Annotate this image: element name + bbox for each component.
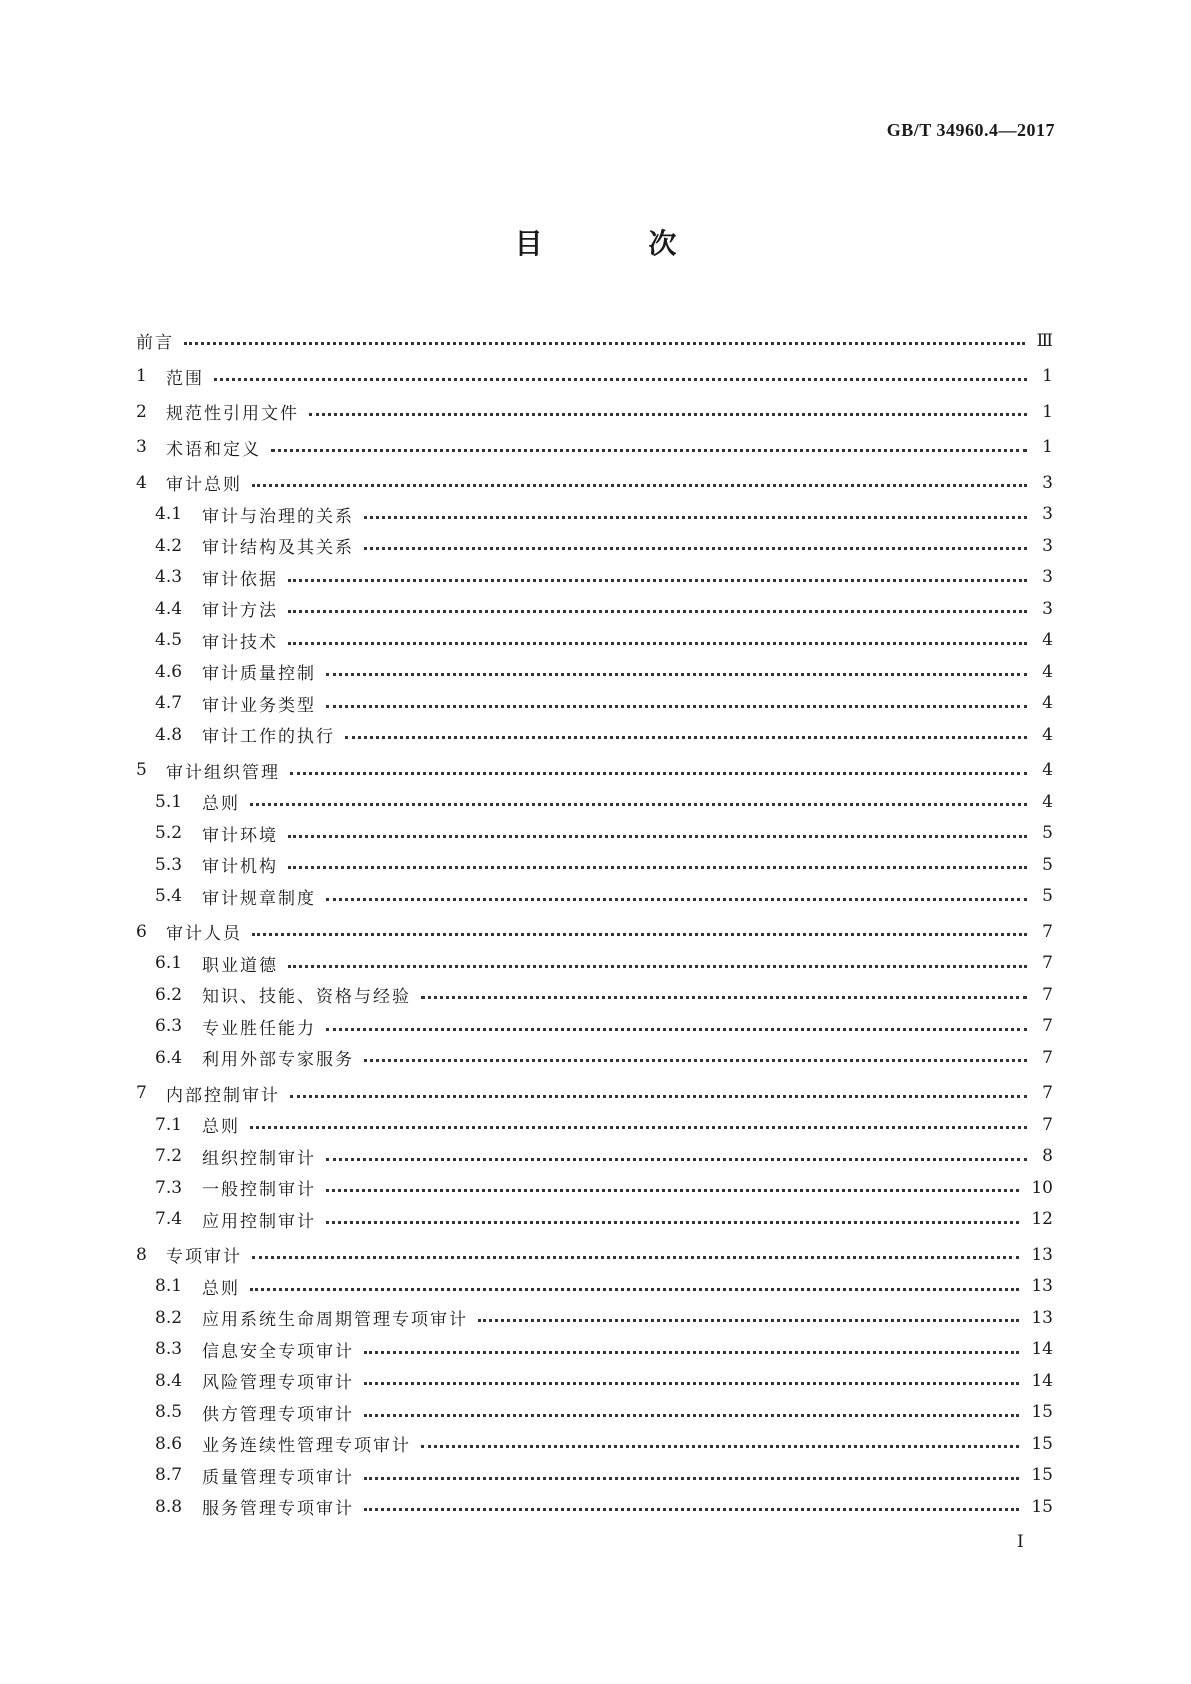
toc-entry-label: 审计依据 bbox=[202, 569, 278, 590]
dot-leader bbox=[364, 1351, 1019, 1354]
toc-entry[interactable] bbox=[136, 1042, 1053, 1074]
dot-leader bbox=[364, 516, 1027, 519]
toc-entry-page: 3 bbox=[1042, 472, 1053, 493]
toc-entry[interactable] bbox=[136, 1397, 1053, 1429]
table-of-contents bbox=[136, 325, 1053, 1523]
toc-entry-label: 专项审计 bbox=[166, 1247, 242, 1268]
toc-entry[interactable] bbox=[136, 849, 1053, 881]
dot-leader bbox=[345, 736, 1027, 739]
dot-leader bbox=[364, 1414, 1019, 1417]
toc-entry-label: 业务连续性管理专项审计 bbox=[202, 1436, 411, 1457]
toc-entry-number: 4.7 bbox=[155, 693, 183, 714]
toc-entry-page: 4 bbox=[1042, 791, 1053, 812]
toc-entry-page: 1 bbox=[1042, 437, 1053, 458]
toc-entry-page: 7 bbox=[1042, 953, 1053, 974]
toc-entry[interactable] bbox=[136, 1271, 1053, 1303]
dot-leader bbox=[250, 1288, 1019, 1291]
dot-leader bbox=[326, 673, 1027, 676]
toc-entry-label: 供方管理专项审计 bbox=[202, 1404, 354, 1425]
toc-entry-label: 组织控制审计 bbox=[202, 1148, 316, 1169]
toc-entry-number: 4.4 bbox=[155, 598, 183, 619]
toc-entry-number: 6.3 bbox=[155, 1016, 183, 1037]
toc-entry-number: 7.4 bbox=[155, 1209, 183, 1230]
toc-entry-label: 利用外部专家服务 bbox=[202, 1050, 354, 1071]
toc-entry[interactable] bbox=[136, 1302, 1053, 1334]
toc-entry-page: 4 bbox=[1042, 693, 1053, 714]
toc-entry-number: 8.8 bbox=[155, 1496, 183, 1517]
toc-entry-number: 8.5 bbox=[155, 1402, 183, 1423]
toc-entry-label: 风险管理专项审计 bbox=[202, 1373, 354, 1394]
toc-entry-number: 4.6 bbox=[155, 661, 183, 682]
toc-entry-label: 审计工作的执行 bbox=[202, 727, 335, 748]
toc-entry-page: 7 bbox=[1042, 1016, 1053, 1037]
toc-entry-label: 应用系统生命周期管理专项审计 bbox=[202, 1310, 468, 1331]
toc-entry[interactable] bbox=[136, 432, 1053, 464]
toc-entry-page: 13 bbox=[1031, 1244, 1053, 1265]
toc-entry-page: 4 bbox=[1042, 661, 1053, 682]
toc-entry-label: 审计结构及其关系 bbox=[202, 538, 354, 559]
toc-entry-page: 15 bbox=[1031, 1496, 1053, 1517]
toc-entry-label: 一般控制审计 bbox=[202, 1180, 316, 1201]
toc-entry-label: 审计质量控制 bbox=[202, 664, 316, 685]
toc-entry-number: 7.1 bbox=[155, 1114, 183, 1135]
toc-entry[interactable] bbox=[136, 1428, 1053, 1460]
toc-entry-label: 职业道德 bbox=[202, 955, 278, 976]
toc-entry-number: 1 bbox=[136, 366, 147, 387]
toc-entry[interactable] bbox=[136, 688, 1053, 720]
toc-entry-label: 范围 bbox=[166, 368, 204, 389]
toc-entry-number: 5.4 bbox=[155, 886, 183, 907]
dot-leader bbox=[288, 642, 1027, 645]
toc-entry-number: 7 bbox=[136, 1083, 147, 1104]
dot-leader bbox=[184, 342, 1025, 345]
toc-entry-page: 15 bbox=[1031, 1465, 1053, 1486]
toc-entry-label: 审计规章制度 bbox=[202, 888, 316, 909]
toc-entry-number: 5.2 bbox=[155, 823, 183, 844]
dot-leader bbox=[290, 772, 1027, 775]
toc-entry-page: 7 bbox=[1042, 1047, 1053, 1068]
dot-leader bbox=[364, 1059, 1027, 1062]
toc-entry-page: 15 bbox=[1031, 1402, 1053, 1423]
toc-entry[interactable] bbox=[136, 719, 1053, 751]
dot-leader bbox=[421, 1445, 1019, 1448]
toc-entry-number: 5.3 bbox=[155, 854, 183, 875]
toc-entry[interactable] bbox=[136, 1239, 1053, 1271]
dot-leader bbox=[252, 1256, 1019, 1259]
toc-entry-label: 信息安全专项审计 bbox=[202, 1341, 354, 1362]
dot-leader bbox=[364, 1508, 1019, 1511]
toc-entry-label: 审计与治理的关系 bbox=[202, 506, 354, 527]
dot-leader bbox=[288, 965, 1027, 968]
toc-entry-label: 审计总则 bbox=[166, 475, 242, 496]
dot-leader bbox=[250, 803, 1027, 806]
toc-entry-page: 5 bbox=[1042, 823, 1053, 844]
toc-entry[interactable] bbox=[136, 1109, 1053, 1141]
toc-entry-number: 8.7 bbox=[155, 1465, 183, 1486]
toc-entry-page: 5 bbox=[1042, 886, 1053, 907]
toc-entry[interactable] bbox=[136, 593, 1053, 625]
toc-entry[interactable] bbox=[136, 562, 1053, 594]
toc-entry[interactable] bbox=[136, 361, 1053, 393]
dot-leader bbox=[252, 933, 1027, 936]
toc-entry-label: 规范性引用文件 bbox=[166, 404, 299, 425]
toc-entry[interactable] bbox=[136, 786, 1053, 818]
toc-entry-number: 8.4 bbox=[155, 1370, 183, 1391]
toc-entry-number: 4.2 bbox=[155, 535, 183, 556]
toc-entry-page: 1 bbox=[1042, 401, 1053, 422]
toc-entry-page: 4 bbox=[1042, 724, 1053, 745]
toc-entry-label: 审计人员 bbox=[166, 924, 242, 945]
toc-entry-page: 10 bbox=[1031, 1177, 1053, 1198]
dot-leader bbox=[250, 1126, 1027, 1129]
toc-entry-page: 4 bbox=[1042, 760, 1053, 781]
toc-entry-page: 8 bbox=[1042, 1146, 1053, 1167]
toc-entry-number: 6.4 bbox=[155, 1047, 183, 1068]
toc-entry-number: 4.1 bbox=[155, 504, 183, 525]
toc-entry-number: 4.3 bbox=[155, 567, 183, 588]
toc-entry[interactable] bbox=[136, 625, 1053, 657]
toc-entry[interactable] bbox=[136, 1172, 1053, 1204]
toc-entry[interactable] bbox=[136, 948, 1053, 980]
toc-entry-number: 6.2 bbox=[155, 984, 183, 1005]
toc-entry-label: 审计技术 bbox=[202, 632, 278, 653]
dot-leader bbox=[288, 866, 1027, 869]
dot-leader bbox=[271, 449, 1027, 452]
toc-entry-page: 12 bbox=[1031, 1209, 1053, 1230]
page-number: I bbox=[1017, 1532, 1024, 1552]
toc-entry[interactable] bbox=[136, 818, 1053, 850]
toc-entry[interactable] bbox=[136, 979, 1053, 1011]
dot-leader bbox=[478, 1319, 1019, 1322]
toc-entry-page: 13 bbox=[1031, 1276, 1053, 1297]
toc-entry[interactable] bbox=[136, 1011, 1053, 1043]
toc-entry[interactable] bbox=[136, 1204, 1053, 1236]
dot-leader bbox=[326, 705, 1027, 708]
dot-leader bbox=[364, 1477, 1019, 1480]
toc-entry-page: 7 bbox=[1042, 984, 1053, 1005]
toc-entry-page: 7 bbox=[1042, 1083, 1053, 1104]
dot-leader bbox=[326, 1189, 1019, 1192]
dot-leader bbox=[288, 579, 1027, 582]
dot-leader bbox=[326, 1158, 1027, 1161]
toc-entry[interactable] bbox=[136, 530, 1053, 562]
toc-entry[interactable] bbox=[136, 881, 1053, 913]
toc-entry-label: 知识、技能、资格与经验 bbox=[202, 987, 411, 1008]
toc-entry-number: 6 bbox=[136, 921, 147, 942]
toc-entry-label: 审计业务类型 bbox=[202, 695, 316, 716]
toc-entry-label: 质量管理专项审计 bbox=[202, 1467, 354, 1488]
dot-leader bbox=[326, 898, 1027, 901]
toc-entry-number: 8.2 bbox=[155, 1307, 183, 1328]
toc-entry-page: 3 bbox=[1042, 567, 1053, 588]
toc-entry-label: 总则 bbox=[202, 1278, 240, 1299]
dot-leader bbox=[288, 835, 1027, 838]
toc-entry-number: 4 bbox=[136, 472, 147, 493]
dot-leader bbox=[364, 547, 1027, 550]
toc-entry-number: 8.3 bbox=[155, 1339, 183, 1360]
toc-entry-page: 14 bbox=[1031, 1370, 1053, 1391]
toc-entry-label: 前言 bbox=[136, 333, 174, 354]
toc-entry-number: 7.2 bbox=[155, 1146, 183, 1167]
toc-entry-label: 服务管理专项审计 bbox=[202, 1499, 354, 1520]
toc-entry[interactable] bbox=[136, 1141, 1053, 1173]
dot-leader bbox=[309, 413, 1027, 416]
toc-entry-page: 1 bbox=[1042, 366, 1053, 387]
toc-entry-number: 2 bbox=[136, 401, 147, 422]
toc-entry-label: 专业胜任能力 bbox=[202, 1018, 316, 1039]
toc-entry-label: 术语和定义 bbox=[166, 439, 261, 460]
toc-entry-number: 8.6 bbox=[155, 1433, 183, 1454]
toc-entry-label: 审计组织管理 bbox=[166, 762, 280, 783]
toc-entry-number: 5 bbox=[136, 760, 147, 781]
dot-leader bbox=[288, 610, 1027, 613]
toc-entry-number: 6.1 bbox=[155, 953, 183, 974]
toc-entry-label: 总则 bbox=[202, 1117, 240, 1138]
toc-entry[interactable] bbox=[136, 1078, 1053, 1110]
toc-entry[interactable] bbox=[136, 325, 1053, 357]
toc-entry[interactable] bbox=[136, 1365, 1053, 1397]
dot-leader bbox=[364, 1382, 1019, 1385]
toc-entry-page: 7 bbox=[1042, 921, 1053, 942]
toc-entry[interactable] bbox=[136, 916, 1053, 948]
toc-entry-page: 15 bbox=[1031, 1433, 1053, 1454]
toc-entry-page: 3 bbox=[1042, 504, 1053, 525]
toc-entry-label: 审计方法 bbox=[202, 601, 278, 622]
standard-code: GB/T 34960.4—2017 bbox=[886, 120, 1055, 140]
toc-entry-number: 8 bbox=[136, 1244, 147, 1265]
toc-entry-label: 应用控制审计 bbox=[202, 1211, 316, 1232]
toc-entry-page: 13 bbox=[1031, 1307, 1053, 1328]
toc-entry-page: 3 bbox=[1042, 598, 1053, 619]
toc-entry-page: 14 bbox=[1031, 1339, 1053, 1360]
toc-entry-number: 7.3 bbox=[155, 1177, 183, 1198]
dot-leader bbox=[252, 484, 1027, 487]
toc-entry-page: 5 bbox=[1042, 854, 1053, 875]
toc-entry-page: Ⅲ bbox=[1036, 330, 1053, 351]
toc-entry-page: 3 bbox=[1042, 535, 1053, 556]
toc-title: 目 次 bbox=[514, 227, 725, 260]
toc-entry[interactable] bbox=[136, 467, 1053, 499]
dot-leader bbox=[290, 1095, 1027, 1098]
toc-entry[interactable] bbox=[136, 1460, 1053, 1492]
toc-entry-number: 3 bbox=[136, 437, 147, 458]
dot-leader bbox=[326, 1221, 1019, 1224]
toc-entry[interactable] bbox=[136, 1491, 1053, 1523]
toc-entry[interactable] bbox=[136, 656, 1053, 688]
dot-leader bbox=[326, 1028, 1027, 1031]
toc-entry-label: 审计环境 bbox=[202, 825, 278, 846]
toc-entry-page: 4 bbox=[1042, 630, 1053, 651]
toc-entry-number: 4.5 bbox=[155, 630, 183, 651]
dot-leader bbox=[214, 378, 1027, 381]
toc-entry-label: 审计机构 bbox=[202, 857, 278, 878]
toc-entry-number: 8.1 bbox=[155, 1276, 183, 1297]
toc-entry[interactable] bbox=[136, 755, 1053, 787]
toc-entry[interactable] bbox=[136, 499, 1053, 531]
toc-entry[interactable] bbox=[136, 1334, 1053, 1366]
toc-entry-label: 总则 bbox=[202, 794, 240, 815]
toc-entry[interactable] bbox=[136, 396, 1053, 428]
toc-entry-number: 5.1 bbox=[155, 791, 183, 812]
dot-leader bbox=[421, 996, 1027, 999]
toc-entry-page: 7 bbox=[1042, 1114, 1053, 1135]
toc-entry-label: 内部控制审计 bbox=[166, 1085, 280, 1106]
toc-entry-number: 4.8 bbox=[155, 724, 183, 745]
